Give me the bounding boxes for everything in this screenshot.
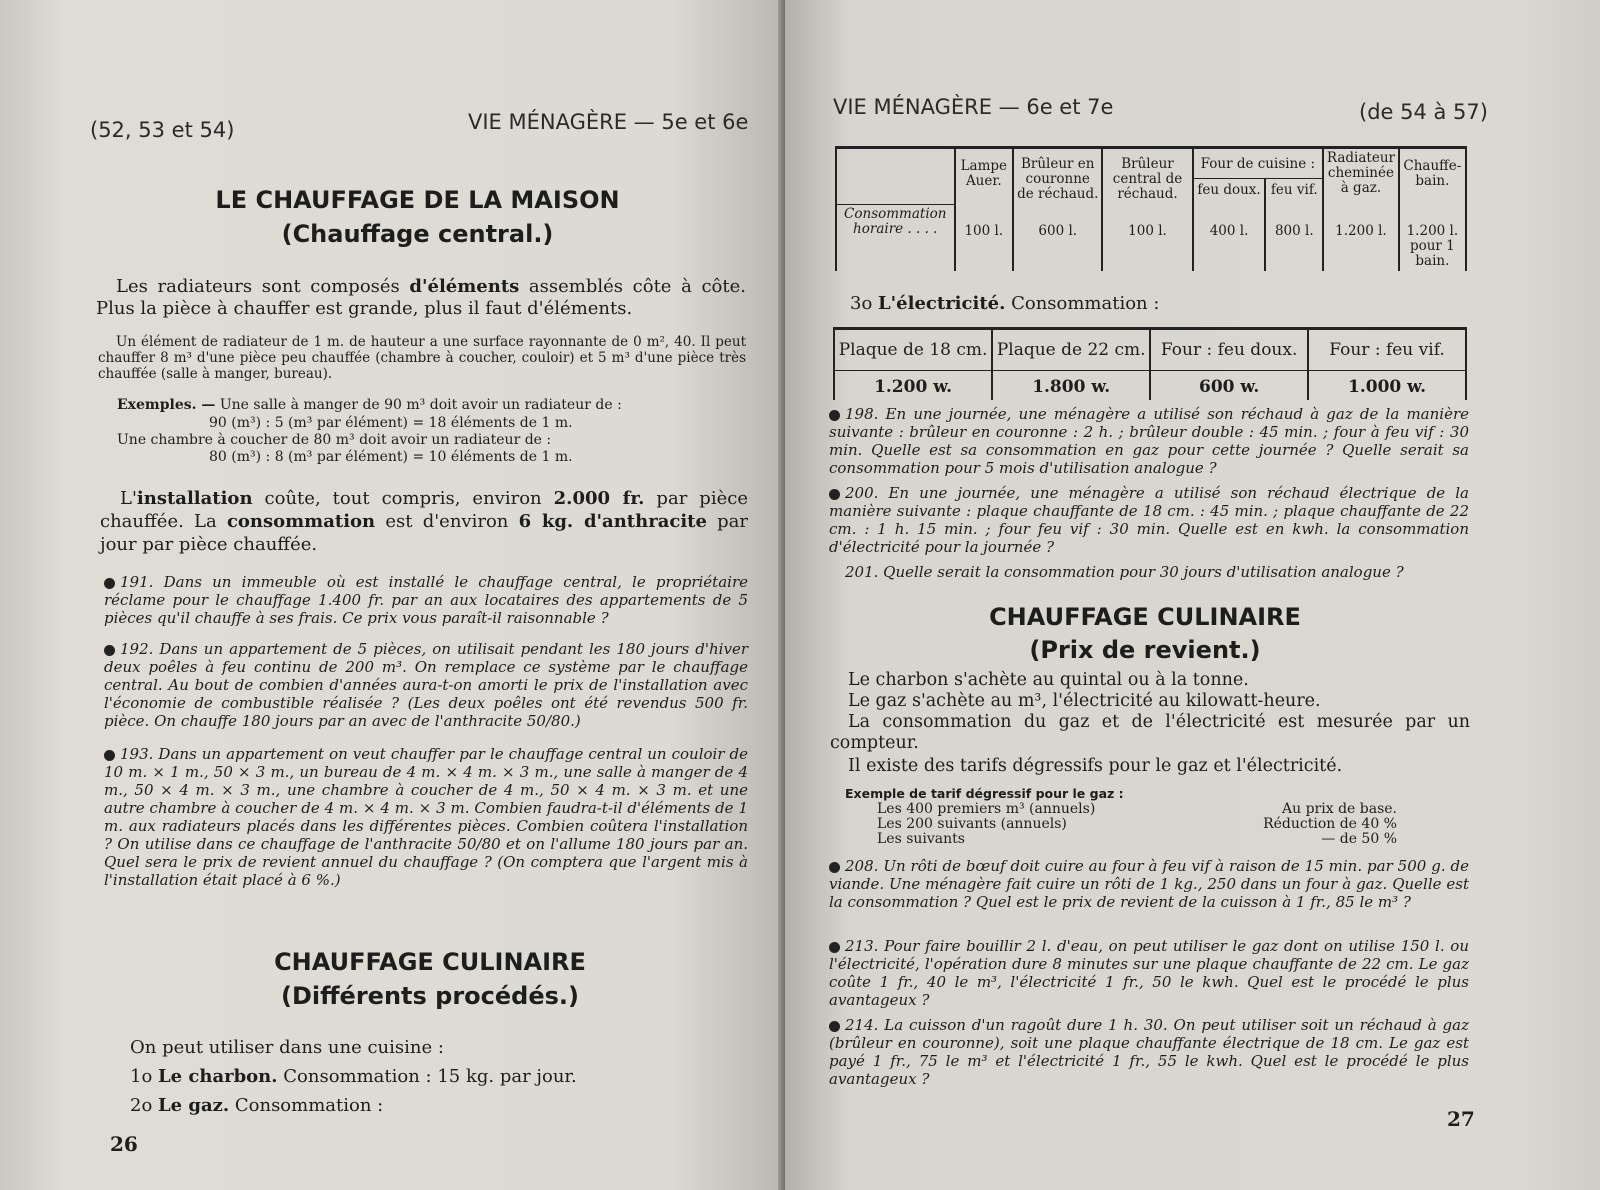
examples-block (117, 398, 747, 465)
section-subtitle-prix-revient: (Prix de revient.) (1029, 636, 1261, 664)
problem-191 (104, 573, 748, 627)
elec-cell: 600 w. (1150, 371, 1308, 401)
text-span: Un élément de radiateur de 1 m. de hauteur a une surface rayonnante de 0 m², 40. Il peut chauffer 8 m³ d'une pièce peu chauffée (chambre à coucher, couloir) et 5 m³ d'une pièce très chauffée (salle à manger, bureau). (98, 334, 746, 382)
problem-text: 191. Dans un immeuble où est installé le chauffage central, le propriétaire réclame pour le chauffage 1.400 fr. par an aux locataires des appartements de 5 pièces qu'il chauffe à ses frais. Ce prix vous paraît-il raisonnable ? (104, 573, 748, 627)
bold-span: 6 kg. d'anthracite (518, 511, 707, 532)
tarif-label: Les 400 premiers m³ (annuels) (877, 801, 1096, 817)
problem-text: 192. Dans un appartement de 5 pièces, on utilisait pendant les 180 jours d'hiver deux poêles à feu continu de 200 m³. On remplace ce système par le chauffage central. Au bout de combien d'années aura-t-on amorti le prix de l'installation avec l'économie de combustible réalisée ? (Les deux poêles ont été revendus 500 fr. pièce. On chauffe 180 jours par an avec de l'anthracite 50/80.) (104, 640, 748, 730)
elec-cell: 1.000 w. (1308, 371, 1466, 401)
page-number-right: 27 (1447, 1107, 1475, 1131)
section-title-chauffage-culinaire: CHAUFFAGE CULINAIRE (274, 948, 586, 976)
section-subtitle-differents-procedes: (Différents procédés.) (281, 982, 579, 1010)
elec-col: Plaque de 18 cm. (834, 329, 992, 371)
text-line: Il existe des tarifs dégressifs pour le gaz et l'électricité. (848, 756, 1343, 776)
bullet-icon (829, 942, 840, 953)
text-span: Consommation : (1005, 293, 1160, 314)
tarif-title: Exemple de tarif dégressif pour le gaz : (845, 786, 1124, 801)
problem-193 (104, 745, 748, 889)
table-cell: 100 l. (1102, 204, 1192, 271)
tarif-table (877, 802, 1397, 847)
example-line: 80 (m³) : 8 (m³ par élément) = 10 éléments de 1 m. (209, 449, 573, 465)
problem-200 (829, 484, 1469, 556)
tarif-value: Réduction de 40 % (1263, 816, 1397, 832)
elec-cell: 1.200 w. (834, 371, 992, 401)
problem-214 (829, 1016, 1469, 1088)
table-cell: 600 l. (1013, 204, 1102, 271)
col-lampe-auer: Lampe Auer. (955, 148, 1014, 205)
bullet-icon (104, 750, 115, 761)
table-cell: 800 l. (1265, 204, 1323, 271)
text-span: 1o (130, 1066, 159, 1087)
left-header-ref: (52, 53 et 54) (90, 118, 235, 142)
line-intro: On peut utiliser dans une cuisine : (130, 1037, 444, 1058)
electric-consumption-table (833, 327, 1467, 400)
bold-span: 2.000 fr. (553, 488, 645, 509)
text-span: 3o (850, 293, 879, 314)
row-label (836, 204, 955, 271)
bold-span: L'électricité. (878, 293, 1006, 314)
table-cell: 1.200 l. (1323, 204, 1399, 271)
line-gaz (130, 1095, 383, 1117)
bullet-icon (829, 489, 840, 500)
problem-198 (829, 405, 1469, 477)
paragraph-element-radiateur (98, 334, 746, 382)
bullet-icon (829, 410, 840, 421)
problem-text: 201. Quelle serait la consommation pour 30 jours d'utilisation analogue ? (845, 563, 1404, 581)
tarif-label: Les 200 suivants (annuels) (877, 816, 1067, 832)
problem-213 (829, 937, 1469, 1009)
text-span: est d'environ (375, 511, 519, 532)
example-line: 90 (m³) : 5 (m³ par élément) = 18 éléments de 1 m. (209, 415, 573, 431)
bullet-icon (829, 1021, 840, 1032)
problem-208 (829, 857, 1469, 911)
example-line (117, 398, 747, 413)
text-span: Les radiateurs sont composés (116, 276, 410, 297)
gas-consumption-table (835, 146, 1467, 271)
tarif-label: Les suivants (877, 831, 965, 847)
problem-text: 198. En une journée, une ménagère a utilisé son réchaud à gaz de la manière suivante : brûleur en couronne : 2 h. ; brûleur double : 45 min. ; four à feu vif : 30 min. Quelle est sa consommation en gaz pour cette journée ? Quelle serait sa consommation pour 5 mois d'utilisation analogue ? (829, 405, 1469, 477)
col-four-feu-doux: feu doux. (1193, 179, 1266, 204)
problem-201 (845, 563, 1475, 581)
problem-192 (104, 640, 748, 730)
elec-cell: 1.800 w. (992, 371, 1150, 401)
section-title-chauffage-culinaire-right: CHAUFFAGE CULINAIRE (989, 603, 1301, 631)
elec-value-row (834, 371, 1466, 401)
tarif-row (877, 802, 1397, 817)
col-bruleur-couronne: Brûleur en couronne de réchaud. (1013, 148, 1102, 205)
paragraph-radiateurs (96, 276, 746, 320)
elec-col: Four : feu doux. (1150, 329, 1308, 371)
left-page (0, 0, 785, 1190)
text-line: Le charbon s'achète au quintal ou à la tonne. (848, 670, 1249, 690)
text-line: La consommation du gaz et de l'électricité est mesurée par un compteur. (830, 712, 1470, 753)
text-span: par jour par pièce chauffée. (100, 511, 748, 555)
bold-span: Le charbon. (158, 1066, 278, 1087)
problem-text: 200. En une journée, une ménagère a utilisé son réchaud électrique de la manière suivante : plaque chauffante de 18 cm. : 45 min. ; plaque chauffante de 22 cm. : 1 h. 15 min. ; four feu vif : 30 min. Quelle est en kwh. la consommation d'électricité pour la journée ? (829, 484, 1469, 556)
text-span: Consommation : (229, 1095, 384, 1116)
text-span: L' (120, 488, 137, 509)
row-label-line: Consommation (844, 205, 947, 222)
table-cell: 400 l. (1193, 204, 1266, 271)
page-number-left: 26 (110, 1132, 138, 1156)
right-page (785, 0, 1600, 1190)
bullet-icon (104, 578, 115, 589)
col-four-feu-vif: feu vif. (1265, 179, 1323, 204)
table-header-row (836, 148, 1466, 179)
text-span: Consommation : 15 kg. par jour. (277, 1066, 577, 1087)
section-title-chauffage-maison: LE CHAUFFAGE DE LA MAISON (215, 186, 620, 214)
row-label-line: horaire . . . . (853, 220, 938, 237)
tarif-value: — de 50 % (1321, 831, 1397, 847)
problem-text: 213. Pour faire bouillir 2 l. d'eau, on peut utiliser le gaz dont on utilise 150 l. ou l'électricité, l'opération dure 8 minutes sur une plaque chauffante de 22 cm. Le gaz coûte 1 fr., 40 le m³, l'électricité 1 fr., 50 le kwh. Quel est le procédé le plus avantageux ? (829, 937, 1469, 1009)
right-header-title: VIE MÉNAGÈRE — 6e et 7e (833, 95, 1114, 119)
col-chauffe-bain: Chauffe-bain. (1399, 148, 1466, 205)
section-subtitle-chauffage-central: (Chauffage central.) (281, 220, 554, 248)
line-electricite (850, 293, 1159, 315)
elec-col: Plaque de 22 cm. (992, 329, 1150, 371)
bullet-icon (829, 862, 840, 873)
elec-header-row (834, 329, 1466, 371)
col-radiateur: Radiateur cheminée à gaz. (1323, 148, 1399, 205)
table-cell: 100 l. (955, 204, 1014, 271)
bullet-icon (104, 645, 115, 656)
table-corner (836, 148, 955, 205)
table-cell: 1.200 l. pour 1 bain. (1399, 204, 1466, 271)
text-span: 2o (130, 1095, 159, 1116)
text-span: assemblés côte à côte. Plus la pièce à chauffer est grande, plus il faut d'éléments. (96, 276, 746, 319)
tarif-row (877, 832, 1397, 847)
paragraph-tarifs (830, 670, 1470, 777)
table-data-row (836, 204, 1466, 271)
text-line: Le gaz s'achète au m³, l'électricité au kilowatt-heure. (848, 691, 1321, 711)
example-line: Une chambre à coucher de 80 m³ doit avoir un radiateur de : (117, 432, 552, 448)
right-header-ref: (de 54 à 57) (1359, 100, 1488, 124)
text-span: par pièce chauffée. La (100, 488, 748, 532)
problem-text: 208. Un rôti de bœuf doit cuire au four à feu vif à raison de 15 min. par 500 g. de viande. Une ménagère fait cuire un rôti de 1 kg., 250 dans un four à gaz. Quelle est la consommation ? Quel est le prix de revient de la cuisson à 1 fr., 85 le m³ ? (829, 857, 1469, 911)
col-four-cuisine: Four de cuisine : (1193, 148, 1324, 179)
text-span: Une salle à manger de 90 m³ doit avoir un radiateur de : (215, 397, 622, 413)
problem-text: 193. Dans un appartement on veut chauffer par le chauffage central un couloir de 10 m. × 1 m., 50 × 3 m., un bureau de 4 m. × 4 m. × 3 m., une salle à manger de 4 m., 50 × 4 m. × 3 m., une chambre à coucher de 4 m., 50 × 4 m. × 3 m. et une autre chambre à coucher de 4 m. × 4 m. × 3 m. Combien faudra-t-il d'éléments de 1 m. aux radiateurs placés dans les différentes pièces. Combien coûtera l'installation ? On utilise dans ce chauffage de l'anthracite 50/80 et on l'allume 180 jours par an. Quel sera le prix de revient annuel du chauffage ? (On comptera que l'argent mis à l'installation était placé à 6 %.) (104, 745, 748, 889)
left-header-title: VIE MÉNAGÈRE — 5e et 6e (468, 110, 749, 134)
bold-span: installation (136, 488, 253, 509)
elec-col: Four : feu vif. (1308, 329, 1466, 371)
text-span: coûte, tout compris, environ (252, 488, 554, 509)
bold-span: d'éléments (409, 276, 520, 297)
paragraph-installation (100, 487, 748, 556)
tarif-value: Au prix de base. (1282, 801, 1397, 817)
tarif-row (877, 817, 1397, 832)
example-label: Exemples. — (117, 397, 216, 413)
bold-span: Le gaz. (158, 1095, 230, 1116)
col-bruleur-central: Brûleur central de réchaud. (1102, 148, 1192, 205)
line-charbon (130, 1066, 577, 1088)
problem-text: 214. La cuisson d'un ragoût dure 1 h. 30. On peut utiliser soit un réchaud à gaz (brûleur en couronne), soit une plaque chauffante électrique de 18 cm. Le gaz est payé 1 fr., 75 le m³ et l'électricité 1 fr., 55 le kwh. Quel est le procédé le plus avantageux ? (829, 1016, 1469, 1088)
bold-span: consommation (226, 511, 376, 532)
